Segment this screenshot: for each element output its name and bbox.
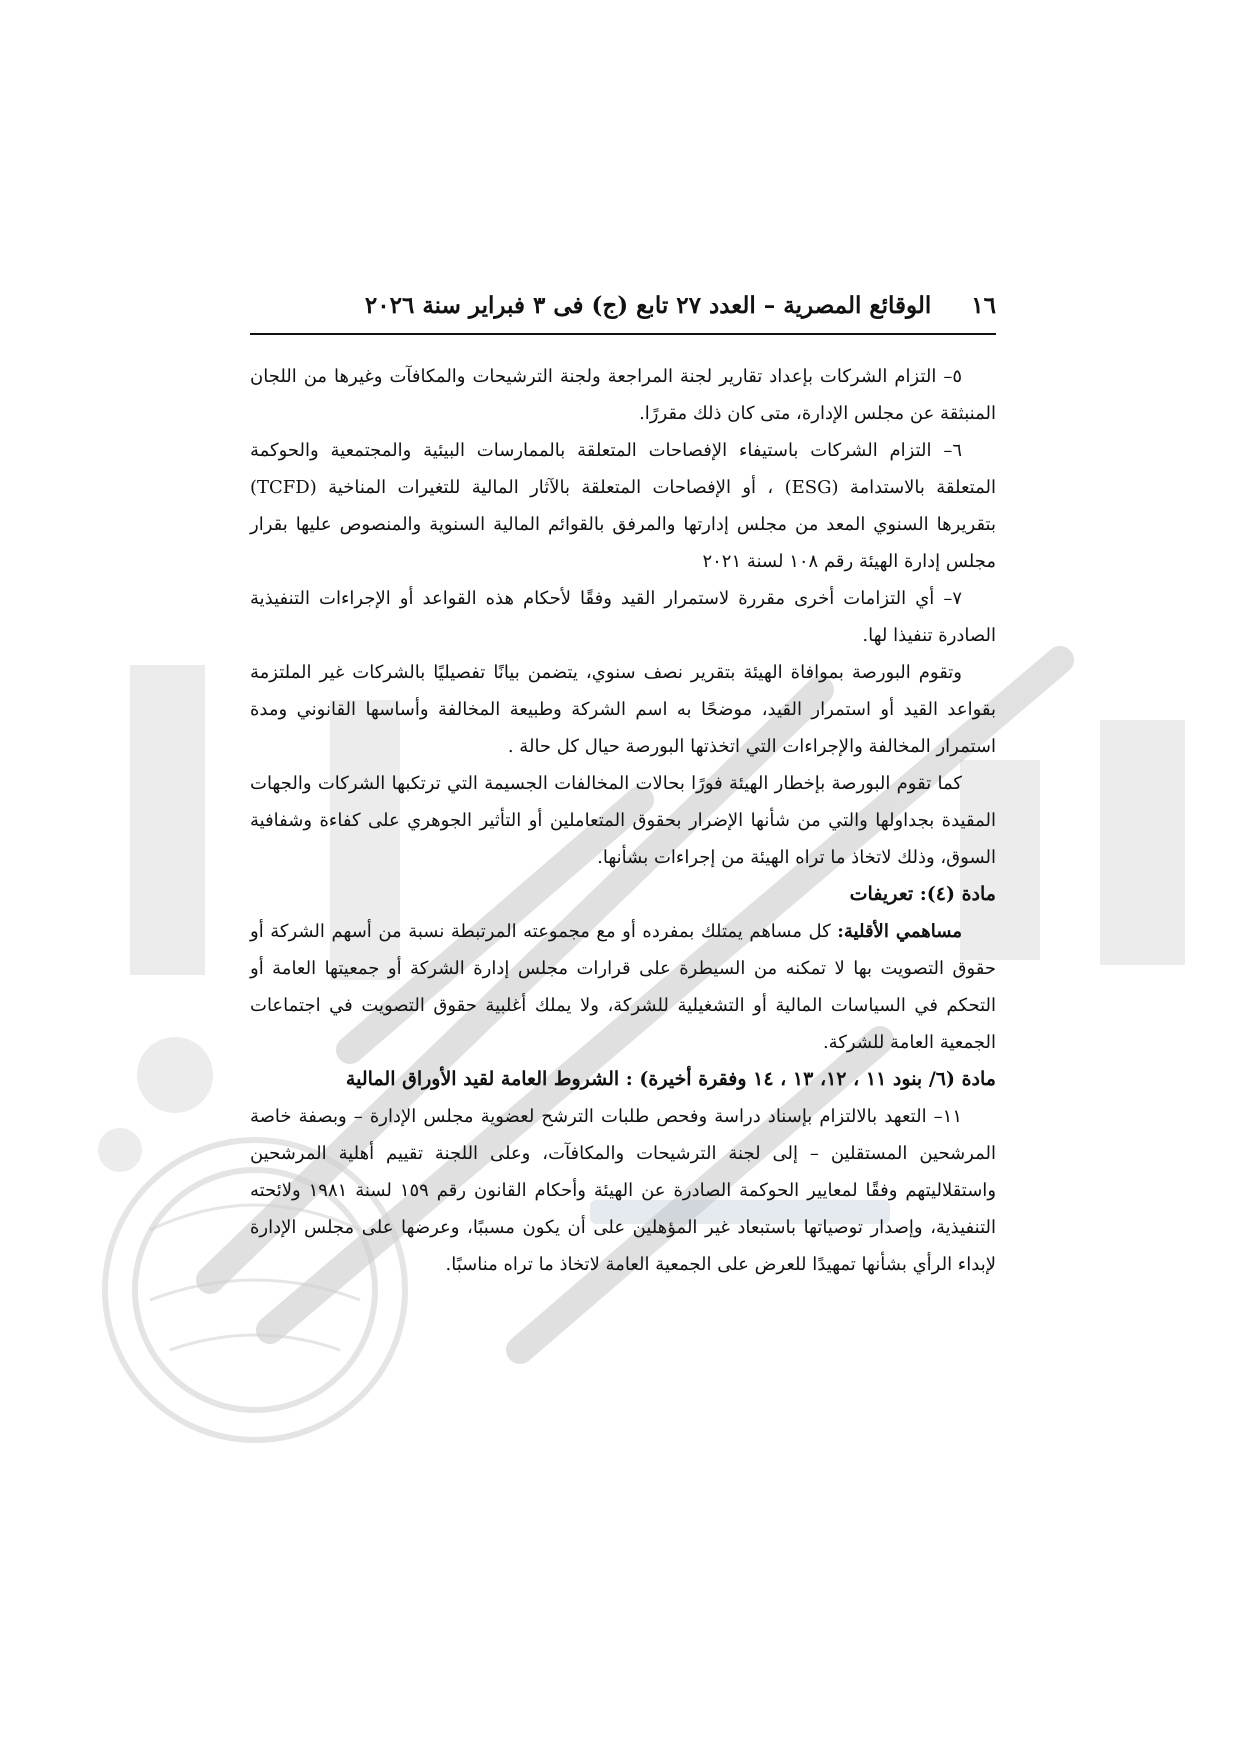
clause-11: ١١– التعهد بالالتزام بإسناد دراسة وفحص طلبات الترشح لعضوية مجلس الإدارة – وبصفة خاصة المرشحين المستقلين – إلى لجنة الترشيحات والمكافآت، وعلى اللجنة تقييم أهلية المرشحين واستقلاليتهم وفقًا لمعايير الحوكمة الصادرة عن الهيئة وأحكام القانون رقم ١٥٩ لسنة ١٩٨١ ولائحته التنفيذية، وإصدار توصياتها باستبعاد غير المؤهلين على أن يكون مسببًا، وعرضها على مجلس الإدارة لإبداء الرأي بشأنها تمهيدًا للعرض على الجمعية العامة لاتخاذ ما تراه مناسبًا. (250, 1106, 997, 1275)
page-number: ١٦ (971, 291, 996, 319)
paragraph-semiannual-report: وتقوم البورصة بموافاة الهيئة بتقرير نصف سنوي، يتضمن بيانًا تفصيليًا بالشركات غير الملتزمة بقواعد القيد أو استمرار القيد، موضحًا به اسم الشركة وطبيعة المخالفة وأساسها القانوني ومدة استمرار المخالفة والإجراءات التي اتخذتها البورصة حيال كل حالة . (250, 662, 996, 757)
article-6-heading: مادة (٦/ بنود ١١ ، ١٢، ١٣ ، ١٤ وفقرة أخيرة) : الشروط العامة لقيد الأوراق المالية (345, 1068, 996, 1090)
clause-6: ٦– التزام الشركات باستيفاء الإفصاحات المتعلقة بالممارسات البيئية والمجتمعية والحوكمة المتعلقة بالاستدامة (ESG) ، أو الإفصاحات المتعلقة بالآثار المالية للتغيرات المناخية (TCFD) بتقريرها السنوي المعد من مجلس إدارتها والمرفق بالقوائم المالية السنوية والمنصوص عليها بقرار مجلس إدارة الهيئة رقم ١٠٨ لسنة ٢٠٢١ (250, 440, 997, 572)
gazette-title: الوقائع المصرية – العدد ٢٧ تابع (ج) فى ٣ فبراير سنة ٢٠٢٦ (364, 291, 932, 319)
definition-minority-shareholders (250, 913, 996, 1061)
article-4-heading: مادة (٤): تعريفات (849, 883, 996, 905)
page-header (250, 284, 996, 326)
document-body (250, 358, 996, 1283)
paragraph-violations-notice: كما تقوم البورصة بإخطار الهيئة فورًا بحالات المخالفات الجسيمة التي ترتكبها الشركات والجهات المقيدة بجداولها والتي من شأنها الإضرار بحقوق المتعاملين أو التأثير الجوهري على كفاءة وشفافية السوق، وذلك لاتخاذ ما تراه الهيئة من إجراءات بشأنها. (250, 773, 996, 868)
definition-text: كل مساهم يمتلك بمفرده أو مع مجموعته المرتبطة نسبة من أسهم الشركة أو حقوق التصويت بها لا تمكنه من السيطرة على قرارات مجلس إدارة الشركة أو جمعيتها العامة أو التحكم في السياسات المالية أو التشغيلية للشركة، ولا يملك أغلبية حقوق التصويت في اجتماعات الجمعية العامة للشركة. (250, 921, 996, 1053)
definition-term: مساهمي الأقلية: (837, 921, 962, 942)
clause-7: ٧– أي التزامات أخرى مقررة لاستمرار القيد وفقًا لأحكام هذه القواعد أو الإجراءات التنفيذية الصادرة تنفيذا لها. (250, 588, 996, 646)
header-divider (250, 333, 996, 335)
clause-5: ٥– التزام الشركات بإعداد تقارير لجنة المراجعة ولجنة الترشيحات والمكافآت وغيرها من اللجان المنبثقة عن مجلس الإدارة، متى كان ذلك مقررًا. (250, 366, 996, 424)
